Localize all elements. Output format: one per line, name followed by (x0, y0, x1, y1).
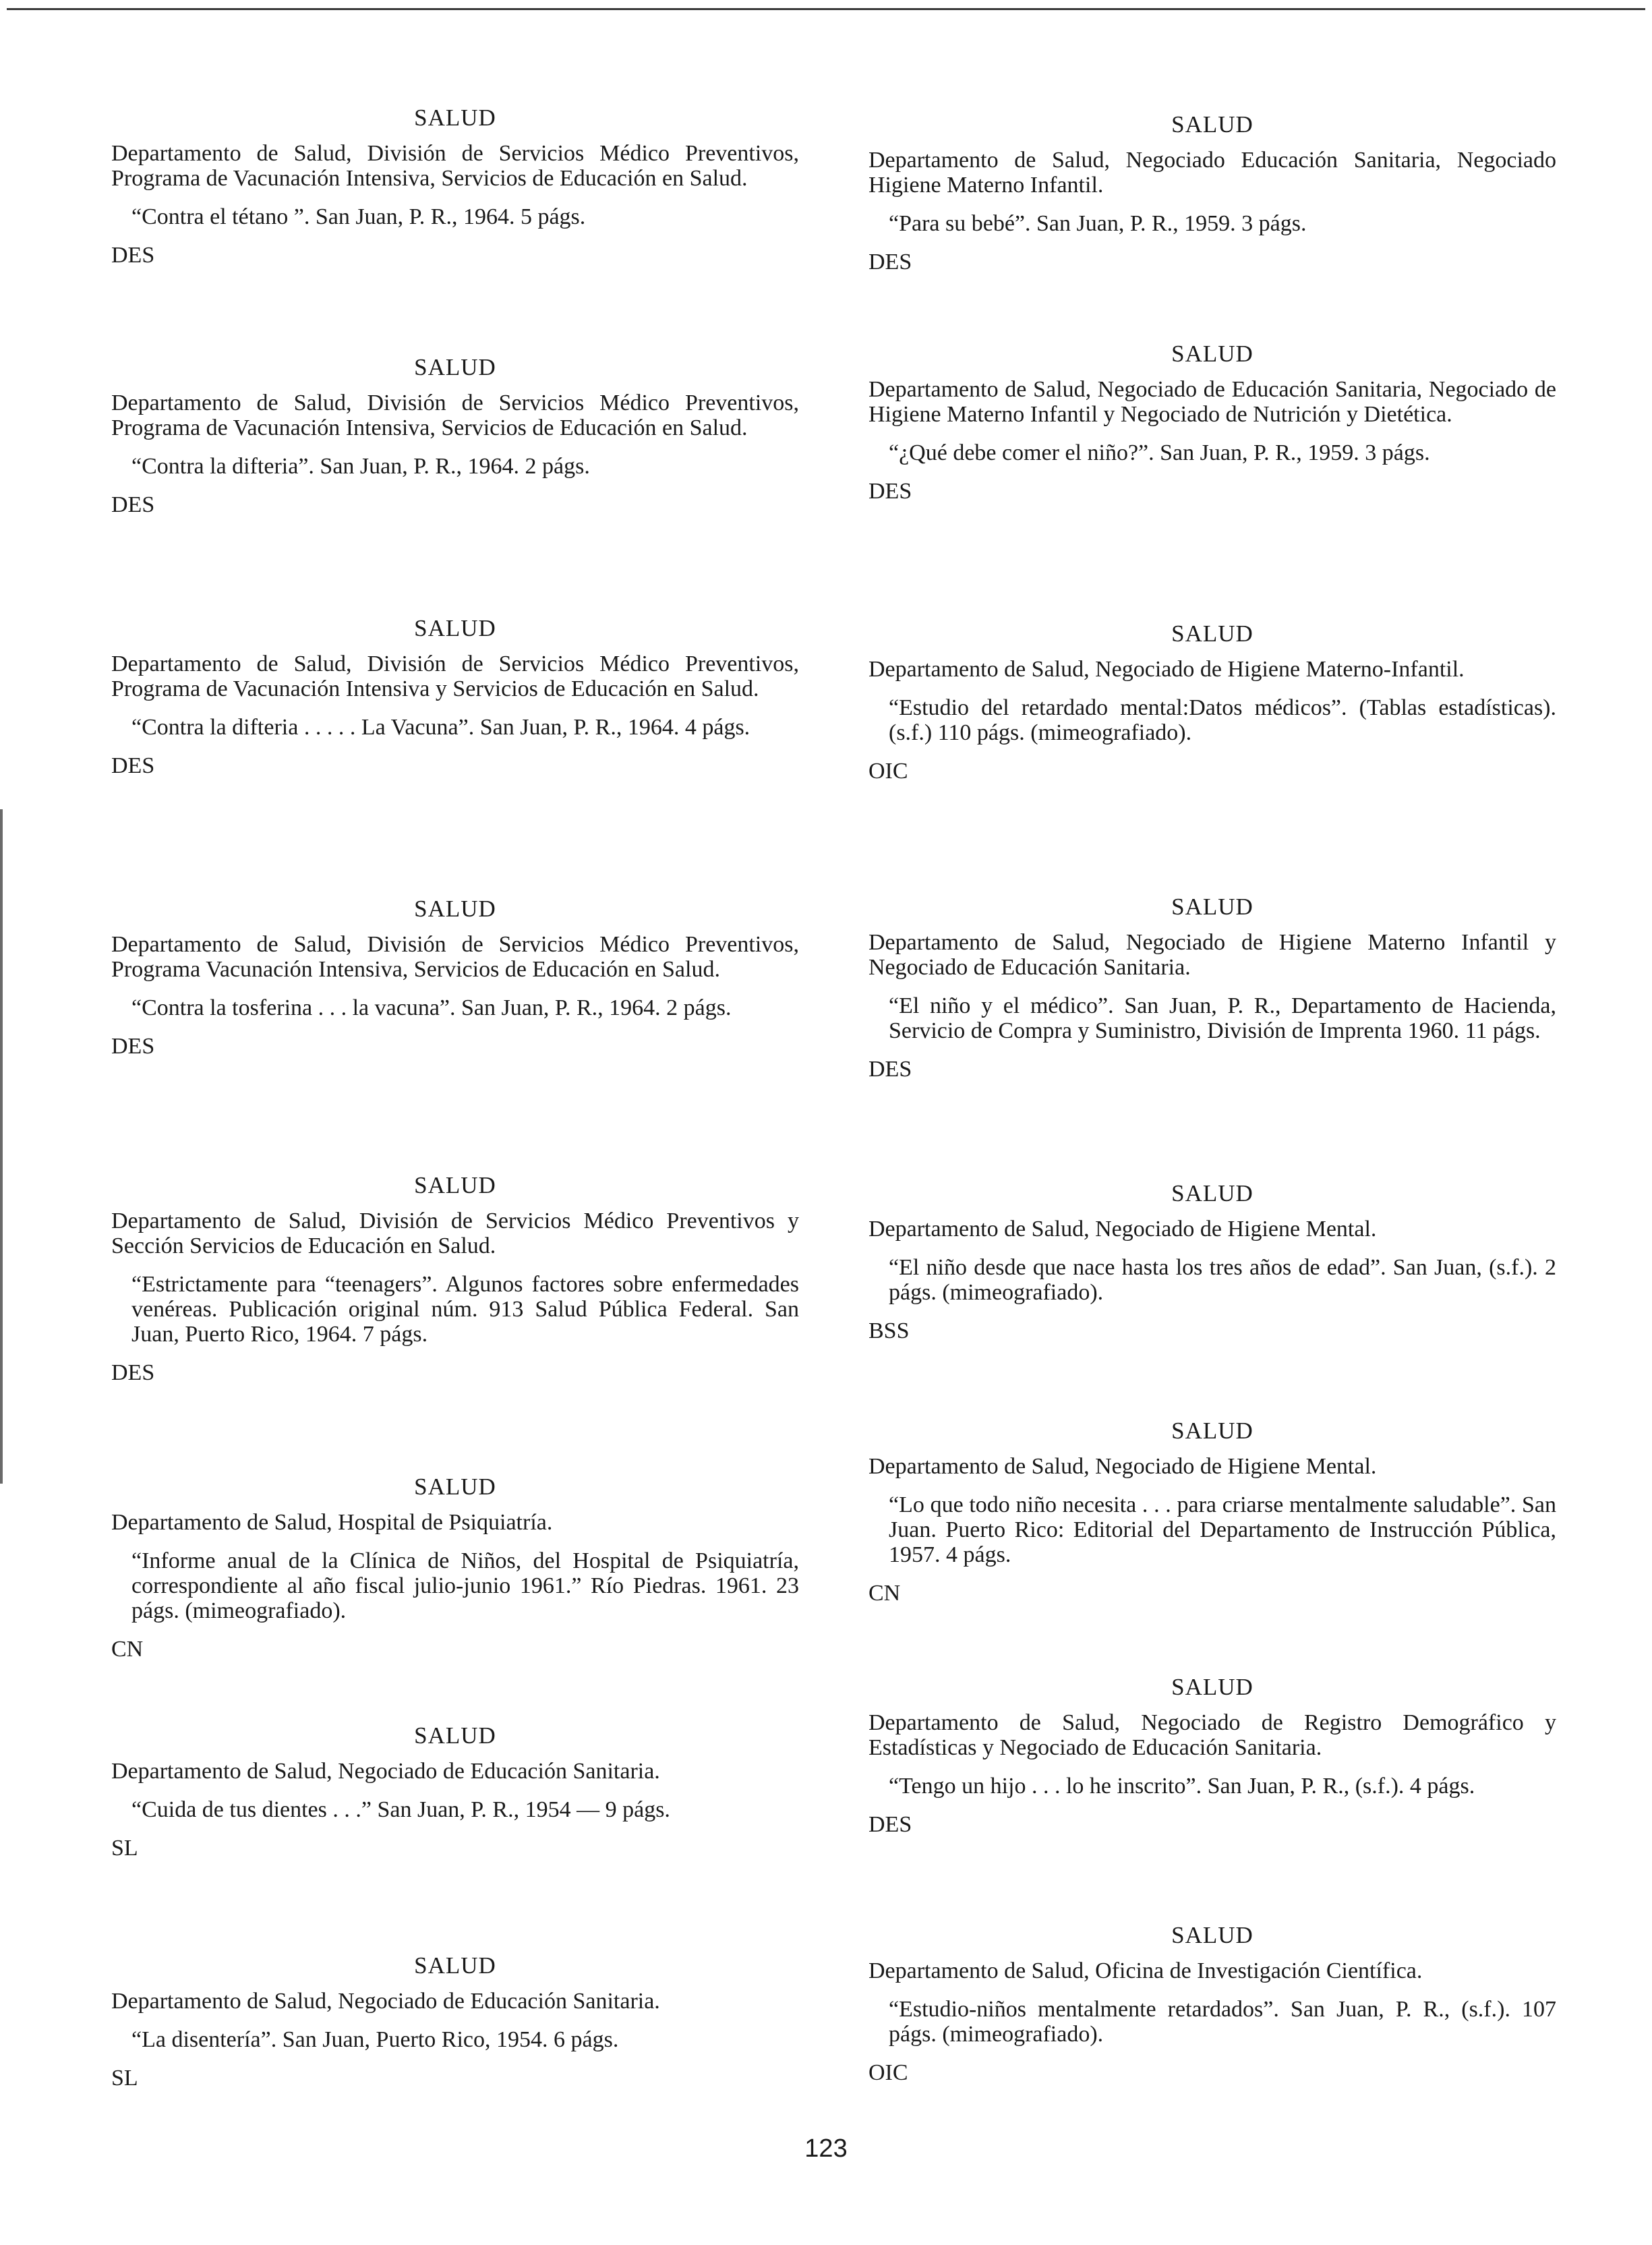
entry-code: DES (868, 1057, 912, 1082)
entry-title: “El niño y el médico”. San Juan, P. R., Departamento de Hacienda, Servicio de Compra y Suministro, División de Imprenta 1960. 11 págs. (889, 993, 1556, 1043)
entry-heading: SALUD (414, 105, 496, 131)
entry-heading: SALUD (414, 1172, 496, 1198)
entry-agency: Departamento de Salud, Negociado Educación Sanitaria, Negociado Higiene Materno Infantil. (868, 148, 1556, 198)
entry-code: DES (868, 250, 912, 274)
scan-edge (0, 809, 3, 1484)
entry (868, 894, 1556, 1082)
entry (111, 354, 799, 517)
entry-code: DES (868, 1812, 912, 1837)
entry-code: BSS (868, 1318, 910, 1343)
entry-agency: Departamento de Salud, Oficina de Investigación Científica. (868, 1958, 1423, 1983)
entry (111, 1474, 799, 1662)
entry (111, 615, 799, 778)
entry (111, 896, 799, 1059)
page-number: 123 (804, 2134, 848, 2163)
entry-title: “El niño desde que nace hasta los tres años de edad”. San Juan, (s.f.). 2 págs. (mimeografiado). (889, 1255, 1556, 1305)
entry-agency: Departamento de Salud, División de Servicios Médico Preventivos, Programa de Vacunación Intensiva y Servicios de Educación en Salud. (111, 651, 799, 701)
entry-code: DES (111, 243, 155, 268)
entry-title: “Contra la difteria”. San Juan, P. R., 1964. 2 págs. (131, 454, 590, 479)
entry-title: “Lo que todo niño necesita . . . para criarse mentalmente saludable”. San Juan. Puerto Rico: Editorial del Departamento de Instrucción Pública, 1957. 4 págs. (889, 1492, 1556, 1567)
entry-heading: SALUD (1171, 1418, 1253, 1444)
entry (868, 1418, 1556, 1606)
entry-agency: Departamento de Salud, Negociado de Educación Sanitaria. (111, 1989, 660, 2014)
entry-heading: SALUD (414, 354, 496, 380)
entry (868, 1180, 1556, 1343)
entry (868, 1922, 1556, 2085)
entry-agency: Departamento de Salud, Negociado de Higiene Mental. (868, 1217, 1377, 1242)
entry-code: OIC (868, 759, 908, 784)
entry-heading: SALUD (1171, 341, 1253, 367)
entry-title: “Para su bebé”. San Juan, P. R., 1959. 3 págs. (889, 211, 1307, 236)
entry-heading: SALUD (1171, 111, 1253, 138)
entry-agency: Departamento de Salud, Negociado de Higiene Materno Infantil y Negociado de Educación Sanitaria. (868, 930, 1556, 980)
entry-heading: SALUD (1171, 1674, 1253, 1700)
entry-title: “Contra el tétano ”. San Juan, P. R., 1964. 5 págs. (131, 204, 586, 229)
entry-agency: Departamento de Salud, División de Servicios Médico Preventivos, Programa Vacunación Intensiva, Servicios de Educación en Salud. (111, 932, 799, 982)
entry-agency: Departamento de Salud, Hospital de Psiquiatría. (111, 1510, 553, 1535)
entry-agency: Departamento de Salud, Negociado de Higiene Mental. (868, 1454, 1377, 1479)
entry-code: SL (111, 1836, 138, 1861)
entry (868, 111, 1556, 274)
entry-title: “Informe anual de la Clínica de Niños, del Hospital de Psiquiatría, correspondiente al año fiscal julio-junio 1961.” Río Piedras. 1961. 23 págs. (mimeografiado). (131, 1548, 799, 1623)
entry-heading: SALUD (414, 1722, 496, 1749)
entry-title: “Estrictamente para “teenagers”. Algunos factores sobre enfermedades venéreas. Publicación original núm. 913 Salud Pública Federal. San Juan, Puerto Rico, 1964. 7 págs. (131, 1272, 799, 1347)
entry-agency: Departamento de Salud, División de Servicios Médico Preventivos y Sección Servicios de Educación en Salud. (111, 1208, 799, 1258)
entry (111, 1172, 799, 1385)
entry-code: SL (111, 2066, 138, 2091)
entry-heading: SALUD (414, 1952, 496, 1979)
entry-code: DES (111, 492, 155, 517)
entry-code: DES (111, 1360, 155, 1385)
entry-agency: Departamento de Salud, División de Servicios Médico Preventivos, Programa de Vacunación Intensiva, Servicios de Educación en Salud. (111, 390, 799, 440)
entry-title: “Contra la tosferina . . . la vacuna”. San Juan, P. R., 1964. 2 págs. (131, 995, 732, 1020)
entry-agency: Departamento de Salud, Negociado de Educación Sanitaria, Negociado de Higiene Materno Infantil y Negociado de Nutrición y Dietética. (868, 377, 1556, 427)
entry-heading: SALUD (1171, 620, 1253, 647)
entry (868, 1674, 1556, 1837)
entry-code: OIC (868, 2060, 908, 2085)
entry-heading: SALUD (1171, 1180, 1253, 1206)
entry-code: DES (111, 1034, 155, 1059)
entry-heading: SALUD (1171, 894, 1253, 920)
entry-heading: SALUD (414, 615, 496, 641)
entry-title: “Estudio del retardado mental:Datos médicos”. (Tablas estadísticas). (s.f.) 110 págs. (mimeografiado). (889, 695, 1556, 745)
entry-agency: Departamento de Salud, Negociado de Registro Demográfico y Estadísticas y Negociado de Educación Sanitaria. (868, 1710, 1556, 1760)
entry-title: “¿Qué debe comer el niño?”. San Juan, P. R., 1959. 3 págs. (889, 440, 1430, 465)
entry-agency: Departamento de Salud, Negociado de Higiene Materno-Infantil. (868, 657, 1465, 682)
entry-title: “Estudio-niños mentalmente retardados”. San Juan, P. R., (s.f.). 107 págs. (mimeografiado). (889, 1997, 1556, 2047)
entry-title: “Contra la difteria . . . . . La Vacuna”. San Juan, P. R., 1964. 4 págs. (131, 715, 750, 740)
entry (111, 105, 799, 268)
entry-code: CN (868, 1581, 901, 1606)
entry (868, 620, 1556, 784)
entry-code: CN (111, 1637, 144, 1662)
entry-agency: Departamento de Salud, División de Servicios Médico Preventivos, Programa de Vacunación Intensiva, Servicios de Educación en Salud. (111, 141, 799, 191)
entry-agency: Departamento de Salud, Negociado de Educación Sanitaria. (111, 1759, 660, 1784)
entry-title: “Cuida de tus dientes . . .” San Juan, P. R., 1954 — 9 págs. (131, 1797, 670, 1822)
entry-title: “Tengo un hijo . . . lo he inscrito”. San Juan, P. R., (s.f.). 4 págs. (889, 1774, 1475, 1799)
entry (868, 341, 1556, 504)
top-rule (7, 8, 1645, 10)
entry (111, 1952, 799, 2091)
entry-heading: SALUD (1171, 1922, 1253, 1948)
entry-code: DES (868, 479, 912, 504)
entry (111, 1722, 799, 1861)
entry-heading: SALUD (414, 1474, 496, 1500)
entry-title: “La disentería”. San Juan, Puerto Rico, 1954. 6 págs. (131, 2027, 619, 2052)
entry-heading: SALUD (414, 896, 496, 922)
entry-code: DES (111, 753, 155, 778)
